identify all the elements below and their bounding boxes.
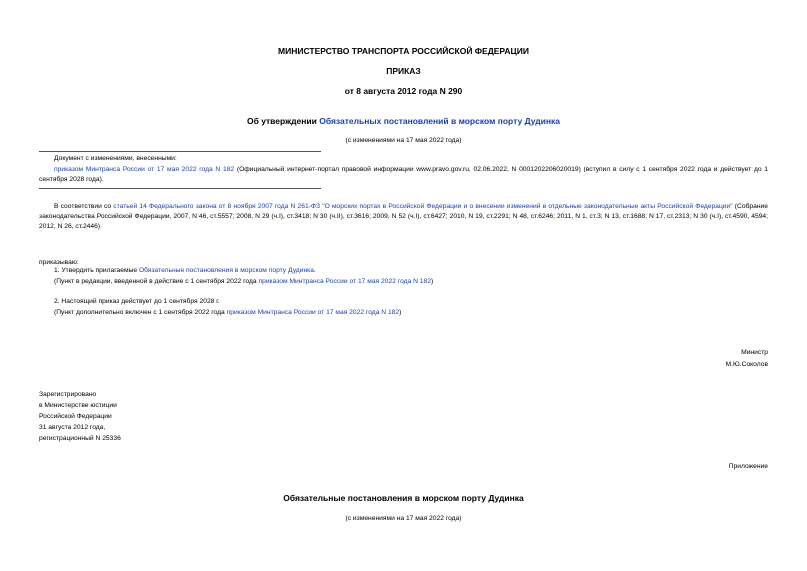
item2-note-end: ) [399,309,402,316]
divider-top [39,151,321,152]
item1-note-link[interactable]: приказом Минтранса России от 17 мая 2022 года N 182 [258,278,431,285]
order-item-2-note [54,308,401,318]
appendix-label: Приложение [728,463,768,470]
amendment-text [39,165,768,185]
registration-line-5: регистрационный N 25336 [39,435,121,442]
signature-position: Министр [741,349,768,356]
item1-note-start: (Пункт в редакции, введенной в действие с 1 сентября 2022 года [54,278,259,285]
preamble-start: В соответствии со [54,203,114,210]
amendment-link[interactable]: приказом Минтранса России от 17 мая 2022 года N 182 [54,166,235,173]
registration-line-1: Зарегистрировано [39,391,97,398]
amendment-intro: Документ с изменениями, внесенными: [54,155,177,162]
title-link[interactable]: Обязательных постановлений в морском порту Дудинка [319,116,561,126]
appendix-amendment-note: (с изменениями на 17 мая 2022 года) [345,515,462,522]
amendment-note: (с изменениями на 17 мая 2022 года) [345,137,462,144]
appendix-title: Обязательные постановления в морском порту Дудинка [283,493,524,503]
preamble [39,202,768,232]
order-item-1 [54,266,316,276]
title-prefix: Об утверждении [246,116,320,126]
registration-line-2: в Министерстве юстиции [39,402,117,409]
signature-name: М.Ю.Соколов [725,361,768,368]
federal-law-link[interactable]: статьей 14 Федерального закона от 8 ноября 2007 года N 261-ФЗ "О морских портах в Российской Федерации и о внесении изменений в отдельные законодательные акты Российской Федерации" [113,203,733,210]
order-item-2: 2. Настоящий приказ действует до 1 сентября 2028 г. [54,298,220,305]
ministry-heading: МИНИСТЕРСТВО ТРАНСПОРТА РОССИЙСКОЙ ФЕДЕРАЦИИ [278,46,529,56]
item2-note-link[interactable]: приказом Минтранса России от 17 мая 2022 года N 182 [226,309,400,316]
doc-type-heading: ПРИКАЗ [386,66,421,76]
registration-line-3: Российской Федерации [39,413,112,420]
item2-note-start: (Пункт дополнительно включен с 1 сентября 2022 года [54,309,227,316]
order-item-1-note [54,277,433,287]
preamble-rest: (Собрание законодательства Российской Федерации, 2007, N 46, ст.5557; 2008, N 29 (ч.I), ст.3418; N 30 (ч.II), ст.3616; 2009, N 52 (ч.I), ст.6427; 2010, N 19, ст.2291; N 48, ст.6246; 2011, N 1, ст.3; N 13, ст.1688; N 17, ст.2313; N 30 (ч.I), ст.4590, 4594; 2012, N 26, ст.2446) [39,203,768,230]
date-line: от 8 августа 2012 года N 290 [344,86,463,96]
registration-line-4: 31 августа 2012 года, [39,424,106,431]
item1-start: 1. Утвердить прилагаемые [54,267,139,274]
item1-end: . [313,267,316,274]
document-title [0,116,807,126]
divider-bottom [39,188,321,189]
item1-link[interactable]: Обязательные постановления в морском порту Дудинка [138,267,314,274]
amendment-rest: (Официальный интернет-портал правовой информации www.pravo.gov.ru, 02.06.2022, N 0001202206020019) (вступил в силу с 1 сентября 2022 года и действует до 1 сентября 2028 года). [39,166,768,183]
item1-note-end: ) [430,278,434,285]
order-word: приказываю: [39,259,79,266]
